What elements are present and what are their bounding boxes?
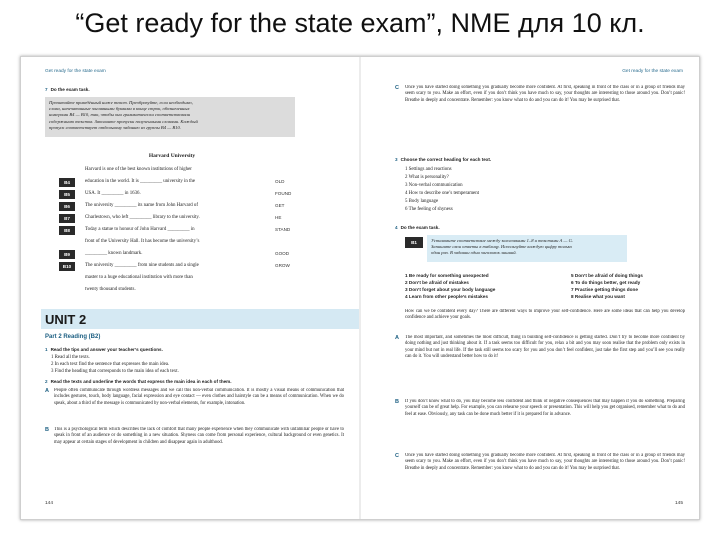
gap-label-b4: B4 bbox=[59, 178, 75, 187]
text-line: USA. It _________ in 1636. bbox=[85, 191, 141, 196]
paragraph-letter-c: C bbox=[395, 85, 399, 91]
page-number: 145 bbox=[674, 501, 683, 506]
text-line: front of the University Hall. It has become the university’s bbox=[85, 239, 200, 244]
heading-option: 4 How to describe one’s temperament bbox=[405, 191, 480, 196]
instruction-line: пропуск соответствует отдельному заданию из группы B4 — B10. bbox=[49, 124, 181, 130]
task-title: Do the exam task. bbox=[400, 225, 440, 230]
paragraph-letter-b: B bbox=[45, 427, 49, 433]
running-head: Get ready for the state exam bbox=[45, 69, 106, 74]
tip-item: 2 In each text find the sentence that expresses the main idea. bbox=[51, 362, 170, 367]
keyword: OLD bbox=[275, 179, 285, 184]
instructions-box bbox=[45, 97, 295, 137]
part-title: Part 2 Reading (B2) bbox=[45, 334, 101, 340]
task-number: 3 bbox=[395, 157, 398, 162]
keyword: GROW bbox=[275, 263, 290, 268]
paragraph-c: Once you have started doing something you gradually become more confident. At first, speaking in front of the class or in a group of friends may seem scary to you. Make an effort, even if you don’t think you have much to say, your thoughts are interesting to those around you. Don’t panic! Breathe in deeply and concentrate. Remember: you know what to do and you can do it! You may be surprised that. bbox=[405, 85, 685, 103]
text-line: _________ known landmark. bbox=[85, 251, 143, 256]
tip-item: 1 Read all the texts. bbox=[51, 355, 90, 360]
gap-label-b8: B8 bbox=[59, 226, 75, 235]
instruction-line: один раз. В задании один заголовок лишний. bbox=[431, 250, 517, 256]
left-page bbox=[21, 57, 359, 519]
task-title: Do the exam task. bbox=[50, 87, 90, 92]
text-line: twenty thousand students. bbox=[85, 287, 136, 292]
instruction-line: слова, напечатанные заглавными буквами в конце строк, обозначенных bbox=[49, 106, 190, 112]
task-title: Choose the correct heading for each text. bbox=[400, 157, 492, 162]
intro-paragraph: How can we be confident every day? There are different ways to improve your self-confidence. Here are some ideas that can help you develop confidence and achieve your goals. bbox=[405, 309, 685, 321]
running-head: Get ready for the state exam bbox=[622, 69, 683, 74]
keyword: GOOD bbox=[275, 251, 290, 256]
text-title: Harvard University bbox=[148, 153, 196, 159]
task-2-heading bbox=[45, 379, 232, 384]
task-number: 4 bbox=[395, 225, 398, 230]
instructions-box bbox=[427, 235, 627, 262]
slide-title: “Get ready for the state exam”, NME для 10 кл. bbox=[75, 8, 645, 38]
text-line: Harvard is one of the best known institutions of higher bbox=[85, 167, 192, 172]
instruction-line: Запишите свои ответы в таблицу. Используйте каждую цифру только bbox=[431, 244, 572, 250]
instruction-line: Прочитайте приведённый ниже текст. Преобразуйте, если необходимо, bbox=[49, 100, 193, 105]
task-4-heading bbox=[395, 225, 440, 230]
paragraph-letter-b: B bbox=[395, 399, 399, 405]
textbook-spread bbox=[20, 56, 700, 520]
heading-choice: 6 To do things better, get ready bbox=[571, 280, 641, 285]
paragraph-letter-c: C bbox=[395, 453, 399, 459]
gap-label-b10: B10 bbox=[59, 262, 75, 271]
heading-option: 5 Body language bbox=[405, 199, 439, 204]
task-title: Read the tips and answer your teacher’s questions. bbox=[50, 347, 163, 352]
text-line: Charlestown, who left _________ library to the university. bbox=[85, 215, 200, 220]
text-line: Today a statue to honour of John Harvard _________ in bbox=[85, 227, 195, 232]
paragraph-a: The most important, and sometimes the most difficult, thing in building self-confidence is getting started. Don’t try to become more confident by doing nothing and just thinking about it. If a task seems too difficult for you, relax a bit and you may soon realise that the problem only exists in your mind but not in real life. If the task still seems too scary for you and you don’t feel confident, just take the first step and you’ll see you really can do it. You will understand better how to do it! bbox=[405, 335, 685, 359]
gap-label-b5: B5 bbox=[59, 190, 75, 199]
task-number: 1 bbox=[45, 347, 48, 352]
paragraph-b: This is a psychological term which describes the lack of comfort that many people experience when they communicate with unfamiliar people or have to speak in front of an audience or do something in a new situation. Shyness can come from personal experience, cultural background or even genetics. It may appear at certain stages of development in children and disappear again in adulthood. bbox=[54, 427, 344, 445]
task-number: 2 bbox=[45, 379, 48, 384]
task-3-heading bbox=[395, 157, 491, 162]
task-1-heading bbox=[45, 347, 163, 352]
paragraph-a: People often communicate through wordless messages and we call this non-verbal communication. It is mostly a visual means of communication that includes gestures, touch, body language, facial expression and eye contact — even clothes and hairstyle can be a means of communication. When we do speak, about a third of the message is communicated by non-verbal elements, for example, intonation. bbox=[54, 388, 344, 406]
gap-label-b6: B6 bbox=[59, 202, 75, 211]
heading-choice: 4 Learn from other people’s mistakes bbox=[405, 294, 488, 299]
gap-label-b9: B9 bbox=[59, 250, 75, 259]
paragraph-letter-a: A bbox=[45, 388, 49, 394]
keyword: HE bbox=[275, 215, 282, 220]
keyword: STAND bbox=[275, 227, 291, 232]
keyword: GET bbox=[275, 203, 285, 208]
heading-option: 3 Non-verbal communication bbox=[405, 183, 463, 188]
instruction-line: Установите соответствие между заголовками 1–8 и текстами A — G. bbox=[431, 238, 574, 243]
instruction-line: содержанию текстов. Заполните пропуски полученными словами. Каждый bbox=[49, 118, 198, 124]
heading-option: 1 Settings and reactions bbox=[405, 167, 452, 172]
paragraph-letter-a: A bbox=[395, 335, 399, 341]
gap-label-b7: B7 bbox=[59, 214, 75, 223]
text-line: master to a huge educational institution with more than bbox=[85, 275, 193, 280]
tip-item: 3 Find the heading that corresponds to the main idea of each text. bbox=[51, 369, 179, 374]
page-number: 144 bbox=[45, 501, 54, 506]
unit-title: UNIT 2 bbox=[45, 312, 87, 327]
task-number: 7 bbox=[45, 87, 48, 92]
task-title: Read the texts and underline the words that express the main idea in each of them. bbox=[50, 379, 232, 384]
task-label-b1: B1 bbox=[405, 237, 423, 248]
heading-choice: 1 Be ready for something unexpected bbox=[405, 273, 489, 278]
heading-choice: 3 Don’t forget about your body language bbox=[405, 287, 496, 292]
text-line: education in the world. It is _________ university in the bbox=[85, 179, 196, 184]
heading-choice: 2 Don’t be afraid of mistakes bbox=[405, 280, 469, 285]
instruction-line: номерами B4 — B10, так, чтобы они грамматически соответствовали bbox=[49, 112, 191, 118]
heading-choice: 8 Realise what you want bbox=[571, 294, 625, 299]
unit-banner bbox=[41, 309, 359, 329]
text-line: The university _________ its name from John Harvard of bbox=[85, 203, 199, 208]
text-line: The university _________ from nine students and a single bbox=[85, 263, 199, 268]
heading-choice: 7 Practise getting things done bbox=[571, 287, 638, 292]
heading-choice: 5 Don’t be afraid of doing things bbox=[571, 273, 643, 278]
right-page bbox=[361, 57, 699, 519]
heading-option: 2 What is personality? bbox=[405, 175, 449, 180]
keyword: FOUND bbox=[275, 191, 292, 196]
paragraph-c-confidence: Once you have started doing something you gradually become more confident. At first, speaking in front of the class or in a group of friends may seem scary to you. Make an effort, even if you don’t think you have much to say, your thoughts are interesting to those around you. Don’t panic! Breathe in deeply and concentrate. Remember: you know what to do and you can do it! You may be surprised that. bbox=[405, 453, 685, 471]
task-7-heading bbox=[45, 87, 90, 92]
paragraph-b: If you don’t know what to do, you may become less confident and think of negative consequences that may happen if you do something. Preparing yourself can be of great help. For example, you can rehearse your speech or presentation. This will help you get organised, remember what to do and feel at ease. Obviously, any task can be done much better if it is prepared for in advance. bbox=[405, 399, 685, 417]
heading-option: 6 The feeling of shyness bbox=[405, 207, 453, 212]
